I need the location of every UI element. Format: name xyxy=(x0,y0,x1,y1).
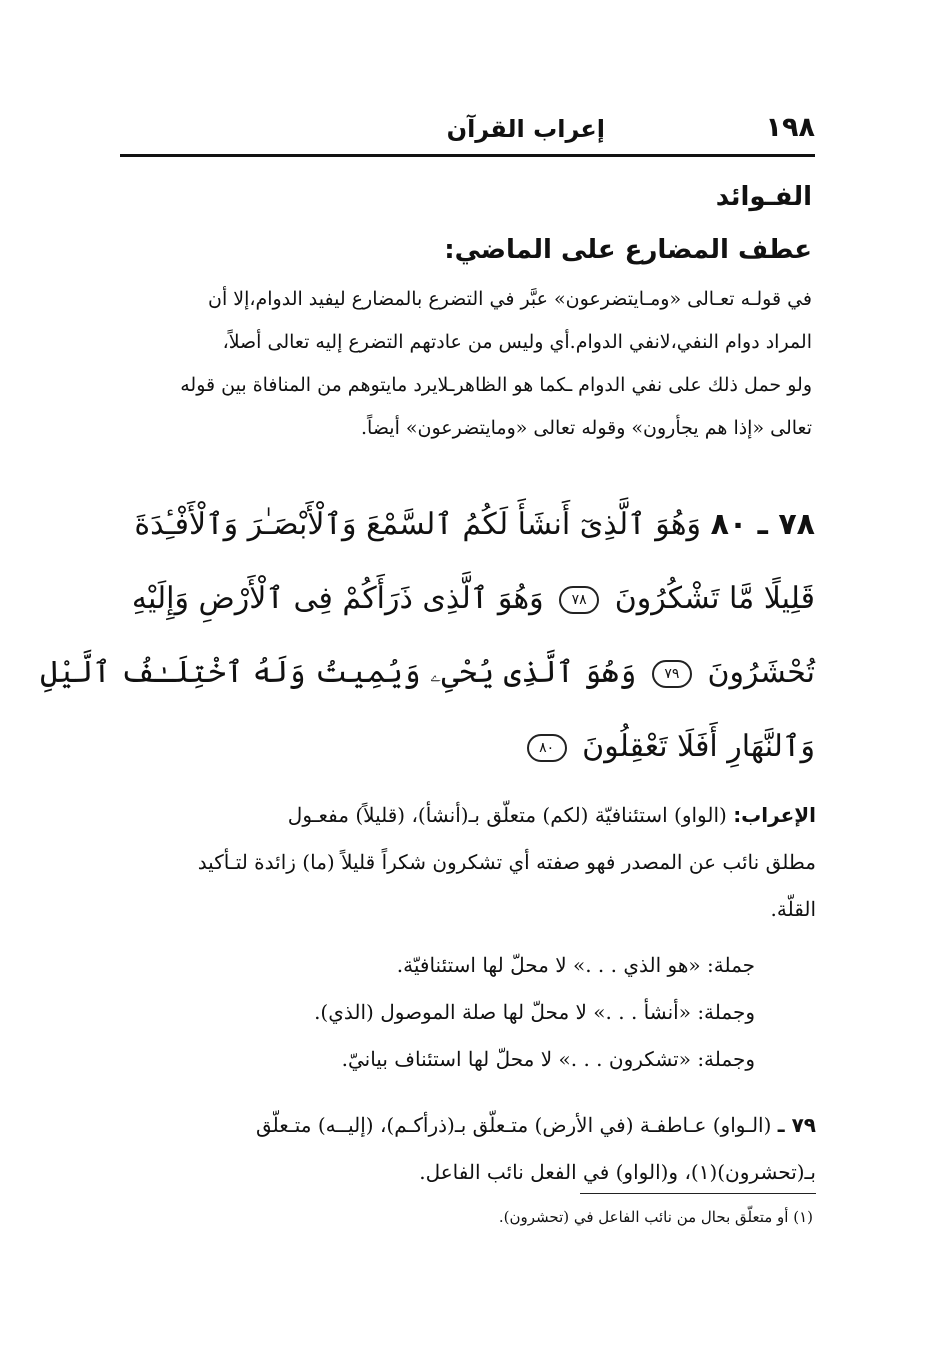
fawaid-line: في قولـه تعـالى «ومـايتضرعون» عبَّر في التضرع بالمضارع ليفيد الدوام،إلا أن xyxy=(207,288,812,310)
sentence-analysis xyxy=(200,942,755,1083)
ayah-number-marker: ٧٩ xyxy=(652,660,692,688)
header-rule xyxy=(120,154,815,157)
verse-text: وَهُوَ ٱلَّذِىٓ أَنشَأَ لَكُمُ ٱلسَّمْعَ وَٱلْأَبْصَـٰرَ وَٱلْأَفْـِٔدَةَ xyxy=(134,507,702,542)
footnote-rule xyxy=(580,1193,816,1194)
page-number: ١٩٨ xyxy=(765,112,815,143)
verse-line xyxy=(40,636,815,710)
section-title: الفـوائد xyxy=(715,182,812,212)
ayah-number-marker: ٧٨ xyxy=(559,586,599,614)
quran-verses xyxy=(40,488,815,784)
irab-line: مطلق نائب عن المصدر فهو صفته أي تشكرون شكراً قليلاً (ما) زائدة لتـأكيد xyxy=(197,850,816,874)
verse-text: وَهُوَ ٱلَّذِى ذَرَأَكُمْ فِى ٱلْأَرْضِ وَإِلَيْهِ xyxy=(131,581,544,616)
irab-line xyxy=(130,792,816,839)
fawaid-paragraph xyxy=(112,282,812,454)
fawaid-line: المراد دوام النفي،لانفي الدوام.أي وليس من عادتهم التضرع إليه تعالى أصلاً، xyxy=(222,331,812,353)
verse-text: وَٱلنَّهَارِ أَفَلَا تَعْقِلُونَ xyxy=(582,729,815,764)
verse-range-label: ٧٨ ـ ٨٠ xyxy=(710,507,815,542)
note-line: بـ(تحشرون)(١)، و(الواو) في الفعل نائب الفاعل. xyxy=(419,1160,816,1184)
fawaid-line: تعالى «إذا هم يجأرون» وقوله تعالى «ومايتضرعون» أيضاً. xyxy=(361,417,812,439)
verse-line xyxy=(131,562,815,636)
irab-line: القلّة. xyxy=(770,897,816,921)
ayah-number-marker: ٨٠ xyxy=(527,734,567,762)
subheading: عطف المضارع على الماضي: xyxy=(444,235,812,265)
note-line xyxy=(130,1102,816,1149)
footnote: (١) أو متعلّق بحال من نائب الفاعل في (تحشرون). xyxy=(498,1208,813,1226)
verse-79-analysis xyxy=(130,1102,816,1196)
irab-paragraph xyxy=(130,792,816,933)
running-title: إعراب القرآن xyxy=(446,115,605,143)
irab-label: الإعراب: xyxy=(733,803,816,827)
fawaid-line: ولو حمل ذلك على نفي الدوام ـكما هو الظاهرـلايرد مايتوهم من المنافاة بين قوله xyxy=(180,374,812,396)
irab-text: (الواو) استئنافيّة (لكم) متعلّق بـ(أنشأ)، (قليلاً) مفعـول xyxy=(287,803,727,827)
verse-79-label: ٧٩ ـ xyxy=(777,1113,816,1137)
page-header xyxy=(120,112,815,152)
note-text: (الـواو) عـاطفـة (في الأرض) متـعلّق بـ(ذرأكـم)، (إليــه) متـعلّق xyxy=(255,1113,772,1137)
verse-text: قَلِيلًا مَّا تَشْكُرُونَ xyxy=(614,581,815,616)
sentence-line: وجملة: «أنشأ . . .» لا محلّ لها صلة الموصول (الذي). xyxy=(314,1000,755,1024)
verse-line xyxy=(185,710,815,784)
verse-text: تُحْشَرُونَ xyxy=(707,655,815,690)
verse-line xyxy=(134,488,815,562)
sentence-line: وجملة: «تشكرون . . .» لا محلّ لها استئناف بيانيّ. xyxy=(341,1047,755,1071)
sentence-line: جملة: «هو الذي . . .» لا محلّ لها استئنافيّة. xyxy=(396,953,755,977)
verse-text: وَهُوَ ٱلَّذِى يُحْىِۦ وَيُمِيتُ وَلَهُ ٱخْتِلَـٰفُ ٱلَّيْلِ xyxy=(40,655,637,690)
